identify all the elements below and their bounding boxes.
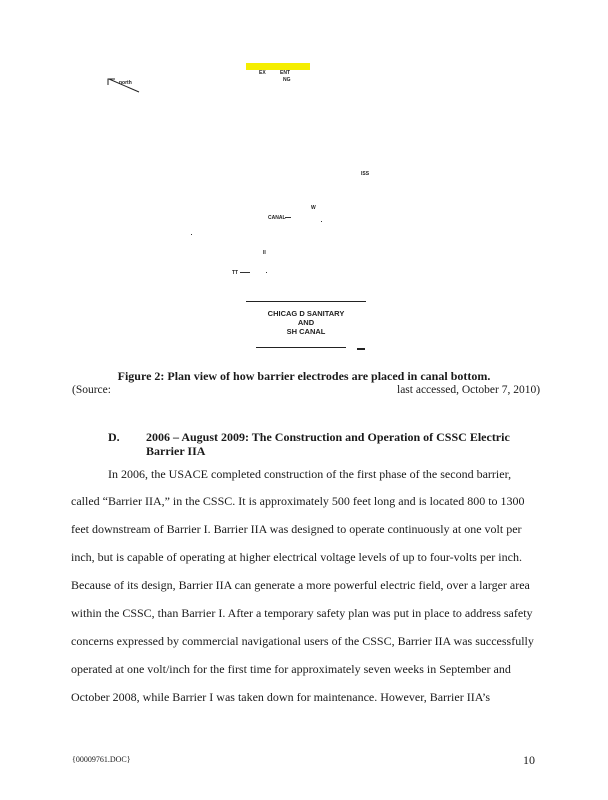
figure-dot: [266, 272, 267, 273]
figure-top-label-1: EX: [259, 70, 266, 76]
body-line: October 2008, while Barrier I was taken down for maintenance. However, Barrier IIA’s: [71, 690, 491, 704]
canal-name-label: [246, 309, 366, 336]
canal-line-bottom: [256, 347, 346, 348]
canal-tick: [285, 217, 291, 218]
figure-small-label-1: ISS: [361, 171, 370, 177]
north-label: north: [119, 80, 132, 86]
figure-dot: [191, 234, 192, 235]
canal-line-top: [246, 301, 366, 302]
body-line: within the CSSC, than Barrier I. After a temporary safety plan was put in place to address safety: [71, 606, 533, 620]
canal-name-line-3: SH CANAL: [286, 327, 326, 336]
source-open: (Source:: [72, 384, 111, 396]
source-access-date: last accessed, October 7, 2010): [397, 384, 541, 396]
canal-name-line-1: CHICAG D SANITARY: [267, 309, 345, 318]
figure-small-label-3: CANAL: [268, 215, 286, 221]
figure-small-label-2: W: [311, 205, 316, 211]
figure-caption: Figure 2: Plan view of how barrier electrodes are placed in canal bottom.: [117, 369, 491, 383]
figure-top-label-3: NG: [283, 77, 291, 83]
section-title-line-2: Barrier IIA: [146, 444, 206, 458]
section-title-line-1: 2006 – August 2009: The Construction and Operation of CSSC Electric: [146, 430, 510, 444]
body-line: operated at one volt/inch for the first time for approximately seven weeks in September and: [71, 662, 511, 676]
body-line: feet downstream of Barrier I. Barrier IIA was designed to operate continuously at one volt per: [71, 522, 522, 536]
body-line: In 2006, the USACE completed construction of the first phase of the second barrier,: [108, 467, 512, 481]
body-line: concerns expressed by commercial navigational users of the CSSC, Barrier IIA was successfully: [71, 634, 534, 648]
page-number: 10: [523, 753, 535, 767]
canal-name-line-2: AND: [297, 318, 315, 327]
document-id-footer: {00009761.DOC}: [72, 755, 131, 764]
figure-dash: [240, 272, 250, 273]
body-line: Because of its design, Barrier IIA can generate a more powerful electric field, over a larger area: [71, 578, 530, 592]
body-line: inch, but is capable of operating at higher electrical voltage levels of up to four-volts per inch.: [71, 550, 522, 564]
figure-dot: [321, 221, 322, 222]
canal-line-end: [357, 348, 365, 350]
section-title: [146, 430, 510, 458]
body-line: called “Barrier IIA,” in the CSSC. It is approximately 500 feet long and is located 800 to 1300: [71, 494, 525, 508]
figure-small-label-5: TT: [232, 270, 239, 276]
highlight-mark: [246, 63, 310, 70]
figure-top-label-2: ENT: [280, 70, 290, 76]
figure-small-label-4: II: [263, 250, 266, 256]
section-letter: D.: [108, 430, 120, 444]
